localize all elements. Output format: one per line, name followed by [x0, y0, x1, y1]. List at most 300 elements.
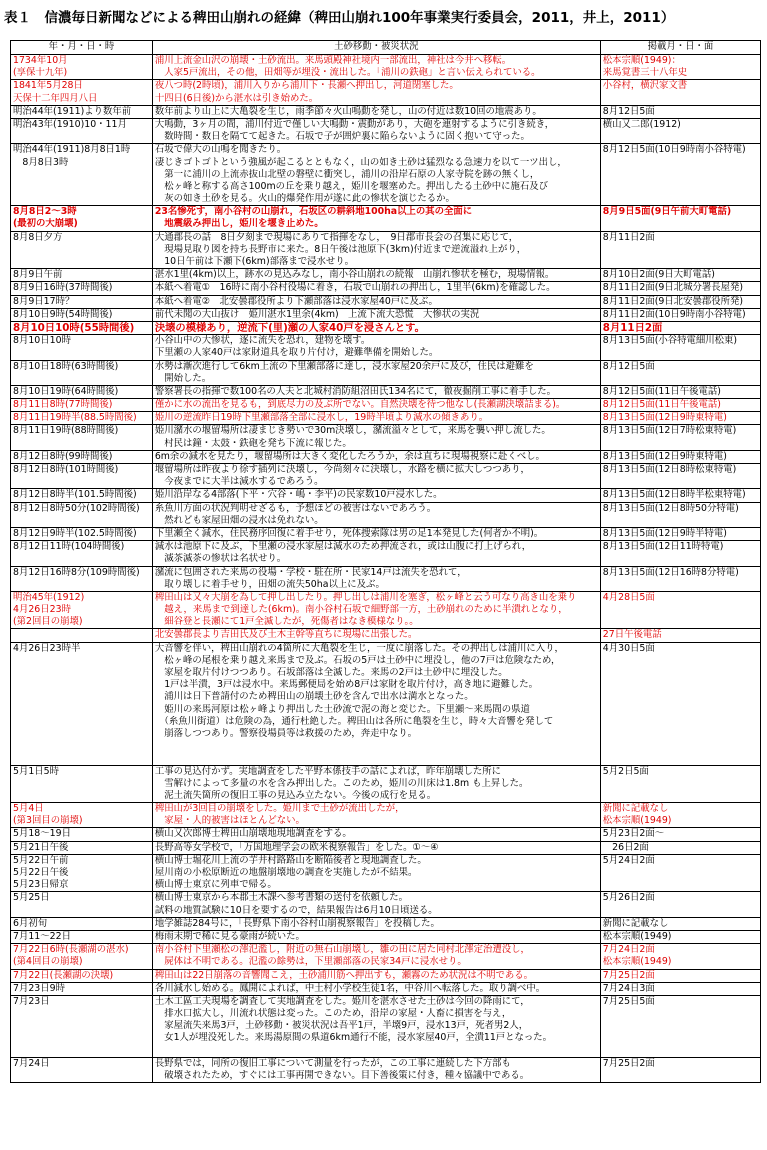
description-cell: [152, 629, 600, 642]
description-cell-line: [155, 1045, 598, 1057]
source-cell-line: 8月12日5面: [602, 105, 655, 117]
description-cell: [152, 969, 600, 982]
date-cell-line: 1734年10月: [13, 55, 68, 66]
source-cell: [600, 502, 760, 527]
date-cell: [11, 80, 153, 105]
chronology-table: [10, 40, 761, 1083]
date-cell-line: (享保十九年): [13, 67, 68, 79]
date-cell-line: [13, 1032, 150, 1044]
date-cell: [11, 502, 153, 527]
description-cell: [152, 282, 600, 295]
date-cell-line: [13, 1020, 150, 1032]
description-cell-line: 人家5戸流出，その他，田畑等が埋没・流出した。「浦川の鉄砲」と言い伝えられている。: [154, 67, 541, 79]
date-cell-line: 5月21日午後: [13, 841, 69, 853]
date-cell: [11, 944, 153, 969]
description-cell-line: 数年前より山上に大亀裂を生じ，雨季節々火山鳴動を発し，山の付近は数10回の地震あり。: [154, 105, 542, 117]
date-cell-line: 8月8日3時: [13, 156, 69, 168]
source-cell-line: 5月2日5面: [602, 765, 649, 777]
source-cell: [600, 765, 760, 803]
description-cell: [152, 464, 600, 489]
source-cell-line: [603, 553, 758, 565]
description-cell: [152, 450, 600, 463]
description-cell-line: 細谷登と長瀬にて1戸全滅したが，死傷者はなき模様なり。。: [154, 616, 419, 628]
table-row: [11, 982, 761, 995]
description-cell-line: 糸魚川方面の状況判明せざるも，予想ほどの被害はないであろう。: [154, 502, 437, 514]
source-cell-line: [603, 218, 758, 230]
description-cell-line: 水勢は漸次進行して6km上流の下里瀬部落に達し，浸水家屋20余戸に及び，住民は避難を: [154, 360, 534, 372]
table-row: [11, 118, 761, 143]
table-row: [11, 854, 761, 892]
description-cell-line: 稗田山は22日崩落の音響聞こえ，土砂浦川筋へ押出すも，瀬霧のため状況は不明である。: [154, 969, 533, 981]
table-row: [11, 206, 761, 231]
description-cell-line: （糸魚川街道）は危険の為，通行杜絶した。稗田山は各所に亀裂を生じ，時々大音響を発して: [154, 715, 554, 727]
description-cell-line: 北安曇郡長より吉田氏及び土木主幹等直ちに現場に出張した。: [154, 629, 418, 641]
table-row: [11, 629, 761, 642]
description-cell-line: 1戸は半潰，3戸は浸水中。来馬郵便局を始め8戸は家財を取片付け，高き地に避難した。: [154, 679, 538, 691]
date-cell-line: [13, 740, 150, 752]
table-row: [11, 105, 761, 118]
description-cell-line: 本紙へ着電① 16時に南小谷村役場に着き，石坂で山崩れの押出し，1里半(6km)を確認した。: [154, 282, 556, 294]
source-cell-line: [603, 728, 758, 740]
date-cell-line: 8月10日19時(64時間後): [13, 385, 119, 397]
date-cell-line: 8月12日8時半(101.5時間後): [13, 489, 137, 501]
description-cell-line: [155, 752, 598, 764]
source-cell-line: 小谷村，横沢家文書: [602, 80, 688, 92]
source-cell-line: 7月24日3面: [602, 982, 655, 994]
description-cell-line: 家屋・人的被害はほとんどない。: [154, 815, 305, 827]
source-cell: [600, 231, 760, 269]
date-cell-line: 8月9日17時？: [13, 295, 75, 307]
source-cell-line: [603, 131, 758, 143]
date-cell-line: (第3回目の崩壊): [13, 815, 83, 827]
source-cell-line: 松本宗順(1949): [602, 930, 672, 942]
date-cell: [11, 917, 153, 930]
date-cell-line: 8月8日夕方: [13, 231, 63, 243]
header-date: 年・月・日・時: [11, 41, 153, 55]
description-cell: [152, 982, 600, 995]
table-row: [11, 502, 761, 527]
description-cell-line: 松ヶ峰と称する高さ100mの丘を乗り越え，姫川を堰塞めた。押出したる土砂中に施石及び: [154, 180, 549, 192]
description-cell-line: 開始した。: [154, 372, 212, 384]
date-cell-line: (第4回目の崩壊): [13, 956, 83, 968]
description-cell: [152, 80, 600, 105]
source-cell-line: [603, 244, 758, 256]
description-cell-line: 試料の地質試験に10日を要するので，結果報告は6月10日頃送る。: [154, 904, 438, 916]
date-cell-line: 7月23日9時: [13, 982, 65, 994]
description-cell: [152, 841, 600, 854]
date-cell: [11, 841, 153, 854]
source-cell-line: [603, 579, 758, 591]
source-cell: [600, 566, 760, 591]
description-cell: [152, 360, 600, 385]
date-cell: [11, 385, 153, 398]
date-cell: [11, 541, 153, 566]
date-cell-line: 8月11日19時(88時間後): [13, 425, 119, 437]
date-cell-line: 8月12日9時半(102.5時間後): [13, 527, 137, 539]
source-cell-line: [603, 1008, 758, 1020]
source-cell-line: 新聞に記載なし: [602, 917, 669, 929]
description-cell-line: 女1人が埋没死した。来馬湯原間の県道6km通行不能，浸水家屋40戸，全潰11戸となった。: [154, 1032, 553, 1044]
date-cell: [11, 335, 153, 360]
date-cell-line: [13, 193, 150, 205]
date-cell: [11, 55, 153, 80]
date-cell: [11, 412, 153, 425]
description-cell: [152, 803, 600, 828]
date-cell-line: 8月9日16時(37時間後): [13, 282, 113, 294]
source-cell-line: 5月24日2面: [602, 854, 655, 866]
source-cell-line: [603, 193, 758, 205]
source-cell-line: 8月12日5面(11日午後電話): [602, 385, 721, 397]
source-cell-line: 8月11日2面(10日9時南小谷特電): [602, 308, 746, 320]
description-cell: [152, 118, 600, 143]
source-cell: [600, 105, 760, 118]
description-cell-line: 横山博士堀花川上流の芋井村路路山を断陥後者と現地調査した。: [154, 854, 427, 866]
date-cell-line: [13, 655, 150, 667]
source-cell-line: 8月13日5面(12日8時半松東特電): [602, 489, 746, 501]
source-cell-line: 新聞に記載なし: [602, 803, 669, 815]
date-cell-line: 8月10日18時(63時間後): [13, 360, 119, 372]
description-cell: [152, 995, 600, 1057]
description-cell: [152, 55, 600, 80]
source-cell: [600, 425, 760, 450]
source-cell: [600, 269, 760, 282]
date-cell-line: 8月12日8時50分(102時間後): [13, 502, 140, 514]
source-cell: [600, 944, 760, 969]
date-cell: [11, 425, 153, 450]
date-cell-line: (第2回目の崩壊): [13, 616, 83, 628]
description-cell-line: 稗田山は又々大崩を為して押し出したり。押し出しは浦川を塞ぎ，松ヶ峰と云う可なり高き山を乗り: [154, 591, 577, 603]
description-cell-line: [155, 740, 598, 752]
description-cell-line: 取り壊しに着手せり，田畑の流失50ha以上に及ぶ。: [154, 578, 385, 590]
date-cell-line: 4月26日23時半: [13, 642, 81, 654]
source-cell: [600, 450, 760, 463]
date-cell: [11, 360, 153, 385]
date-cell-line: 8月12日16時8分(109時間後): [13, 566, 140, 578]
date-cell-line: [13, 679, 150, 691]
source-cell-line: [603, 476, 758, 488]
source-cell-line: 8月13日5面(12日11時特電): [602, 541, 724, 553]
description-cell-line: 長野高等女学校で，「万国地理学会の欧米視察報告」をした。①～④: [154, 841, 439, 853]
date-cell-line: [13, 256, 150, 268]
description-cell: [152, 335, 600, 360]
date-cell-line: [13, 778, 150, 790]
date-cell-line: 5月1日5時: [13, 765, 60, 777]
description-cell: [152, 566, 600, 591]
source-cell-line: [603, 604, 758, 616]
date-cell: [11, 642, 153, 765]
date-cell-line: 8月9日午前: [13, 269, 63, 281]
description-cell-line: 石坂で偉大の山鳴を聞きたり。: [154, 144, 287, 156]
date-cell: [11, 308, 153, 321]
description-cell: [152, 308, 600, 321]
date-cell-line: [13, 1070, 150, 1082]
description-cell-line: 今夜までに大半は減水するであろう。: [154, 476, 324, 488]
source-cell-line: 8月11日2面(9日北安曇郡役所発): [602, 295, 744, 307]
source-cell-line: 横山又二郎(1912): [602, 118, 681, 130]
description-cell-line: 村民は鐘・太鼓・鉄砲を発ち下流に報じた。: [154, 437, 352, 449]
description-cell-line: 排水口拡大し，川流れ状態は変った。このため，沿岸の家屋・人畜に損害を与え，: [154, 1008, 512, 1020]
date-cell-line: 8月12日8時(101時間後): [13, 464, 119, 475]
table-row: [11, 399, 761, 412]
source-cell-line: [603, 515, 758, 527]
description-cell-line: 下里瀬の人家40戸は家財道具を取り片付け，避難準備を開始した。: [154, 347, 439, 359]
date-cell: [11, 854, 153, 892]
description-cell: [152, 854, 600, 892]
source-cell-line: [603, 616, 758, 628]
description-cell: [152, 527, 600, 540]
source-cell: [600, 591, 760, 629]
date-cell-line: 4月26日23時: [13, 604, 71, 616]
date-cell-line: 5月25日: [13, 892, 50, 904]
date-cell-line: 明治45年(1912): [13, 591, 85, 603]
source-cell: [600, 308, 760, 321]
source-cell-line: [603, 905, 758, 917]
description-cell: [152, 591, 600, 629]
table-row: [11, 385, 761, 398]
description-cell-line: 大音響を伴い，稗田山崩れの4箇所に大亀裂を生じ，一度に崩落した。その押出しは浦川に入り，: [154, 642, 564, 654]
source-cell: [600, 527, 760, 540]
source-cell-line: 松本宗順(1949): [602, 956, 672, 968]
description-cell-line: 屍体は不明である。氾濫の餘勢は，下里瀬部落の民家34戸に浸水せり。: [154, 956, 467, 968]
source-cell: [600, 144, 760, 206]
source-cell-line: [603, 373, 758, 385]
source-cell-line: 27日午後電話: [602, 629, 662, 641]
description-cell-line: 家屋流失来馬3戸，土砂移動・被災状況は吾平1戸，半壊9戸，浸水13戸，死者男2人，: [154, 1020, 529, 1032]
source-cell-line: 8月13日5面(12日9時東特電): [602, 412, 727, 424]
description-cell: [152, 105, 600, 118]
source-cell-line: 8月13日5面(12日9時東特電): [602, 450, 727, 462]
date-cell-line: [13, 553, 150, 565]
table-row: [11, 295, 761, 308]
source-cell-line: 8月11日2面: [602, 231, 655, 243]
description-cell-line: 決壊の模様あり，逆流下(里)瀬の人家40戸を浸さんとす。: [154, 321, 425, 334]
date-cell-line: 7月22日6時(長瀬湖の湛水): [13, 944, 129, 956]
table-row: [11, 527, 761, 540]
date-cell-line: 5月23日帰京: [13, 879, 69, 891]
source-cell-line: [603, 1070, 758, 1082]
description-cell-line: 数時間・数日を隔てて起きた。石坂で子が囲炉裏に陥らないように固く抱いて守った。: [154, 131, 530, 143]
date-cell: [11, 269, 153, 282]
source-cell: [600, 969, 760, 982]
description-cell: [152, 944, 600, 969]
source-cell-line: 8月9日5面(9日午前大町電話): [602, 206, 732, 218]
date-cell-line: 8月8日2～3時: [13, 206, 77, 218]
date-cell-line: [13, 476, 150, 488]
header-description: 土砂移動・被災状況: [152, 41, 600, 55]
table-row: [11, 828, 761, 841]
source-cell-line: [603, 169, 758, 181]
description-cell-line: 僅かに水の流出を見るも，到底尽力の及ぶ所でない。自然決壊を待つ他なし(長瀬湖決壊詰まる)。: [154, 399, 566, 411]
date-cell-line: [13, 181, 150, 193]
source-cell-line: 8月12日5面: [602, 360, 655, 372]
source-cell-line: [603, 93, 758, 105]
source-cell-line: [603, 1032, 758, 1044]
description-cell-line: 破壊されたため，すぐには工事再開できない。目下善後策に付き，種々協議中である。: [154, 1070, 530, 1081]
description-cell: [152, 765, 600, 803]
table-row: [11, 231, 761, 269]
date-cell-line: [13, 790, 150, 802]
description-cell-line: 土木工區工夫現場を調査して実地調査をした。姫川を湛水させた土砂は今回の降雨にて，: [154, 995, 530, 1007]
source-cell-line: 4月28日5面: [602, 591, 655, 603]
date-cell-line: 8月12日8時(99時間後): [13, 450, 113, 462]
description-cell-line: 大通郡長の話 8日夕刻まで現場にありて指揮をなし， 9日郡市長会の召集に応じて，: [154, 231, 519, 243]
description-cell-line: 地学雑誌284号に，「長野県下南小谷村山崩視察報告」を投稿した。: [154, 917, 440, 929]
description-cell-line: 地震級み押出し，姫川を堰き止めた。: [154, 218, 324, 230]
source-cell-line: 7月24日2面: [602, 944, 655, 956]
date-cell-line: [13, 704, 150, 716]
source-cell-line: 8月13日5面(12日9時半特電): [602, 527, 727, 539]
source-cell: [600, 930, 760, 943]
date-cell: [11, 591, 153, 629]
date-cell: [11, 231, 153, 269]
date-cell-line: [13, 716, 150, 728]
date-cell-line: 5月4日: [13, 803, 44, 815]
table-row: [11, 308, 761, 321]
description-cell-line: 堰留場所は昨夜より徐す插列に決壊し，今尚刻々に決壊し，水路を横に拡大しつつあり，: [154, 464, 530, 475]
description-cell-line: 姫川沿岸なる4部落(下平・穴谷・嶋・李平)の民家数10戸浸水した。: [154, 489, 443, 501]
date-cell: [11, 969, 153, 982]
description-cell-line: 横山又次郎博士稗田山崩壊地現地調査をする。: [154, 828, 352, 840]
source-cell: [600, 541, 760, 566]
source-cell-line: [603, 679, 758, 691]
date-cell: [11, 144, 153, 206]
date-cell-line: (最初の大崩壊): [13, 218, 78, 230]
source-cell: [600, 1057, 760, 1082]
table-row: [11, 566, 761, 591]
date-cell-line: 8月10日10時: [13, 335, 71, 347]
source-cell-line: [603, 157, 758, 169]
date-cell-line: [13, 131, 150, 143]
date-cell: [11, 1057, 153, 1082]
source-cell: [600, 335, 760, 360]
description-cell-line: 下里瀬全く減水，住民務序回復に着手せり，死体捜索隊は男の足1本発見した(何者か不明)。: [154, 527, 544, 539]
source-cell: [600, 385, 760, 398]
source-cell: [600, 629, 760, 642]
table-row: [11, 944, 761, 969]
date-cell: [11, 566, 153, 591]
date-cell: [11, 765, 153, 803]
source-cell: [600, 399, 760, 412]
source-cell: [600, 995, 760, 1057]
source-cell-line: 7月25日2面: [602, 969, 655, 981]
source-cell: [600, 360, 760, 385]
table-row: [11, 995, 761, 1057]
source-cell: [600, 489, 760, 502]
date-cell: [11, 828, 153, 841]
description-cell-line: 10日午前は下瀬下(6km)部落まで浸水せり。: [154, 256, 354, 267]
source-cell-line: [603, 1045, 758, 1057]
table-row: [11, 412, 761, 425]
description-cell-line: 減水は池原下に及ぶ，下里瀬の浸水家屋は減水のため押流され，或は山腹に打上げられ，: [154, 541, 532, 553]
date-cell: [11, 399, 153, 412]
source-cell-line: 松本宗順(1949)：: [602, 55, 681, 66]
source-cell-line: [603, 667, 758, 679]
description-cell: [152, 231, 600, 269]
source-cell-line: [603, 867, 758, 879]
source-cell-line: [603, 740, 758, 752]
table-row: [11, 930, 761, 943]
source-cell: [600, 642, 760, 765]
description-cell-line: 家屋を取片付けつつあり。石坂部落は全滅した。来馬の2戸は土砂中に埋没した。: [154, 667, 508, 678]
source-cell-line: [603, 438, 758, 450]
date-cell-line: [13, 244, 150, 256]
date-cell-line: 5月22日午後: [13, 867, 69, 878]
description-cell-line: 6m余の減水を見たり，堰留場所は大きく変化したろうか，余は直ちに現場視察に赴くべし。: [154, 450, 545, 462]
header-row: [11, 41, 761, 55]
source-cell: [600, 295, 760, 308]
table-row: [11, 144, 761, 206]
table-row: [11, 489, 761, 502]
date-cell: [11, 527, 153, 540]
source-cell: [600, 321, 760, 334]
table-row: [11, 969, 761, 982]
description-cell-line: 滅茶滅茶の惨状は名状せり。: [154, 553, 287, 565]
date-cell-line: 7月24日: [13, 1057, 50, 1069]
date-cell-line: 8月10日10時(55時間後): [13, 321, 135, 334]
description-cell: [152, 425, 600, 450]
source-cell-line: 7月25日2面: [602, 1057, 655, 1069]
date-cell-line: 明治44年(1911)より数年前: [13, 105, 132, 117]
table-title: 表１ 信濃毎日新聞などによる稗田山崩れの経緯（稗田山崩れ100年事業実行委員会，2011，井上，2011）: [4, 10, 675, 26]
description-cell-line: 姫川の来馬河原は松ヶ峰より押出した土砂流で泥の海と変じた。下里瀬～来馬間の県道: [154, 703, 530, 715]
date-cell: [11, 295, 153, 308]
date-cell-line: 5月22日午前: [13, 854, 69, 866]
description-cell-line: 工事の見込付かず。実地調査をした平野本係技手の話によれば，昨年崩壊した所に: [154, 765, 501, 777]
table-row: [11, 642, 761, 765]
source-cell-line: [603, 347, 758, 359]
header-source: 掲載月・日・面: [600, 41, 760, 55]
table-row: [11, 269, 761, 282]
description-cell-line: 然れども家屋田畑の浸水は免れない。: [154, 514, 324, 526]
source-cell-line: [603, 778, 758, 790]
source-cell: [600, 464, 760, 489]
date-cell-line: [13, 752, 150, 764]
description-cell: [152, 269, 600, 282]
description-cell-line: 第一に浦川の上流赤抜山北壁の磐壁に衝突し，浦川の沿岸石原の人家寺院を跡の無くし，: [154, 168, 540, 180]
description-cell-line: 稗田山が3回目の崩壊をした。姫川まで土砂が流出したが，: [154, 803, 405, 815]
source-cell-line: 8月13日5面(12日16時8分特電): [602, 566, 739, 578]
source-cell-line: 8月11日2面: [602, 321, 663, 334]
table-row: [11, 541, 761, 566]
date-cell: [11, 450, 153, 463]
date-cell-line: [13, 629, 150, 641]
description-cell-line: 大鳴動，3ヶ月の間，浦川付近で僅しい大鳴動・震動があり，大砲を連射するように引き続き，: [154, 118, 555, 130]
description-cell-line: 梅雨末期で稀に見る豪雨が続いた。: [154, 930, 305, 942]
description-cell-line: 灰の如き土砂を見る。火山的爆発作用が遂に此の惨状を演じたるか。: [154, 193, 455, 205]
table-row: [11, 765, 761, 803]
description-cell: [152, 412, 600, 425]
table-row: [11, 450, 761, 463]
description-cell-line: 瀦流に包囲された来馬の役場・学校・駐在所・民家14戸は流失を恐れて，: [154, 566, 467, 578]
source-cell-line: 8月10日2面(9日大町電話): [602, 269, 715, 281]
description-cell-line: 警察署長の指揮で数100名の人夫と北城村消防組沼田氏134名にて，徹夜掘削工事に着手した。: [154, 385, 557, 397]
description-cell-line: 湛水1里(4km)以上，跡水の見込みなし，南小谷山崩れの続報 山崩れ惨状を極む，現場情報。: [154, 269, 555, 281]
table-row: [11, 803, 761, 828]
source-cell-line: 7月25日5面: [602, 995, 655, 1007]
date-cell-line: 明治43年(1910)10・11月: [13, 118, 127, 130]
date-cell: [11, 464, 153, 489]
table-row: [11, 425, 761, 450]
source-cell-line: 8月12日5面(10日9時南小谷特電): [602, 144, 746, 156]
description-cell: [152, 642, 600, 765]
source-cell: [600, 412, 760, 425]
source-cell: [600, 854, 760, 892]
source-cell-line: [603, 879, 758, 891]
description-cell: [152, 144, 600, 206]
table-row: [11, 917, 761, 930]
date-cell-line: [13, 728, 150, 740]
table-row: [11, 892, 761, 917]
